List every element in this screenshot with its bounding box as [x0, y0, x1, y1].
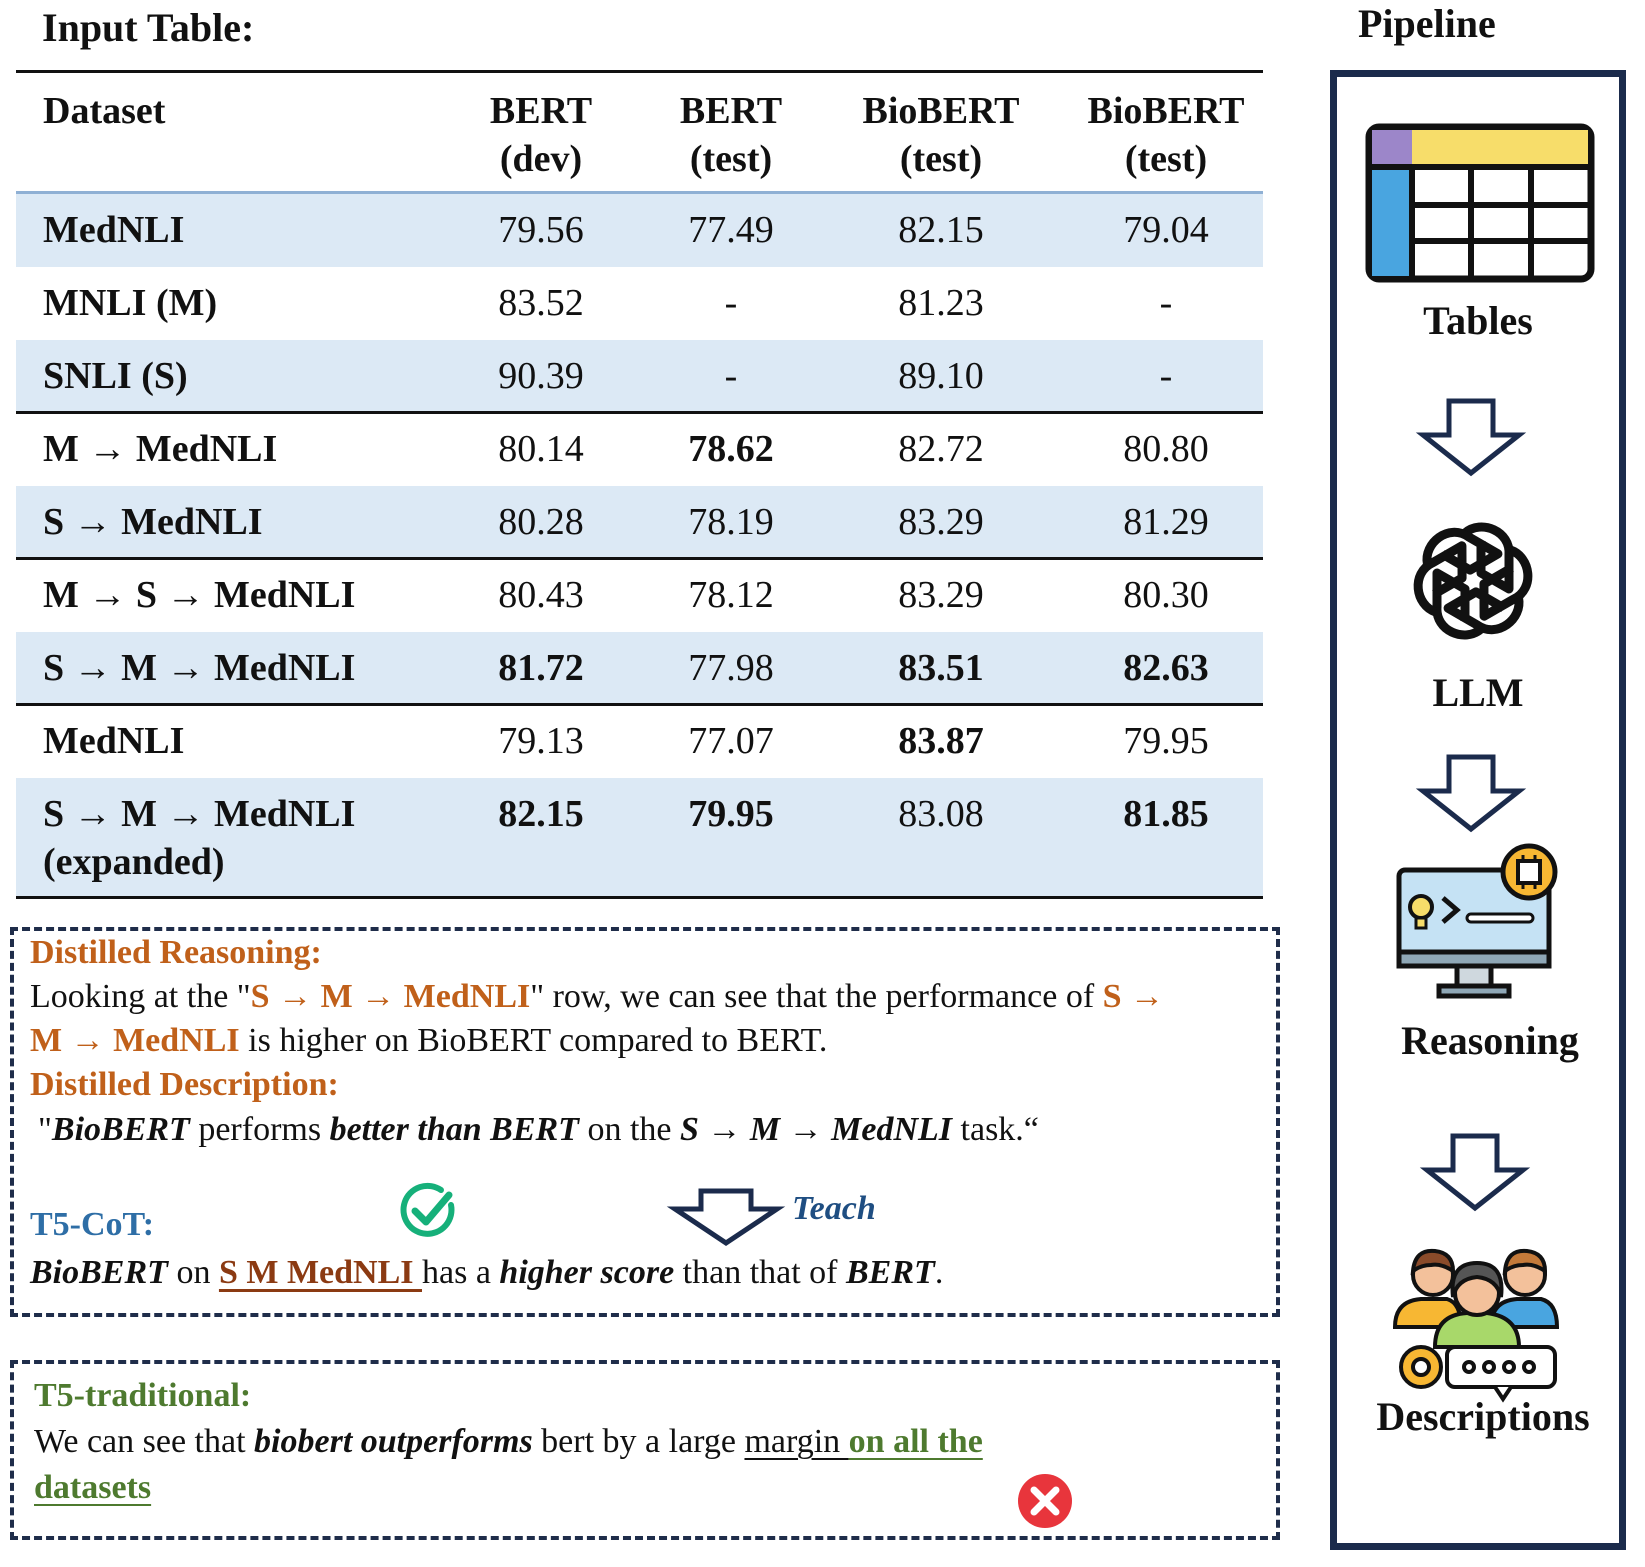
cell-value: 83.87	[898, 720, 984, 762]
cell-value: 80.14	[498, 428, 584, 470]
cell-value: 82.63	[1123, 647, 1209, 689]
step-descriptions: Descriptions	[1376, 1394, 1590, 1439]
pipeline-title: Pipeline	[1358, 1, 1496, 46]
cell-dataset: MNLI (M)	[43, 282, 218, 324]
cell-value: 83.29	[898, 574, 984, 616]
t5-traditional-title: T5-traditional:	[34, 1377, 252, 1414]
cell-value: -	[724, 355, 738, 397]
cell-value: 82.72	[898, 428, 984, 470]
traditional-box	[10, 1360, 1280, 1540]
reasoning-line-1: Looking at the "S → M → MedNLI" row, we can see that the performance of S →	[30, 978, 1165, 1015]
table-row	[16, 486, 1263, 559]
table-row	[16, 705, 1263, 778]
t5-cot-text: BioBERT on S M MedNLI has a higher score than that of BERT.	[30, 1254, 944, 1291]
cell-dataset: S → M → MedNLI (expanded)	[43, 793, 356, 883]
cell-value: -	[1159, 282, 1173, 324]
group-separator	[16, 703, 1263, 706]
group-separator	[16, 557, 1263, 560]
cell-value: 78.19	[688, 501, 774, 543]
cross-icon	[1016, 1472, 1074, 1530]
cell-dataset: S → MedNLI	[43, 501, 263, 543]
cell-value: 83.51	[898, 647, 984, 689]
cell-value: 79.95	[1123, 720, 1209, 762]
cell-value: 77.07	[688, 720, 774, 762]
table-row	[16, 413, 1263, 486]
cell-value: 82.15	[898, 209, 984, 251]
header-biobert-test-1: BioBERT (test)	[862, 90, 1020, 180]
cell-value: 81.85	[1123, 793, 1209, 835]
table-icon	[1365, 123, 1595, 283]
cell-dataset: S → M → MedNLI	[43, 647, 356, 689]
cell-value: 79.95	[688, 793, 774, 835]
table-row	[16, 267, 1263, 340]
description-text: "BioBERT performs better than BERT on the S → M → MedNLI task.“	[38, 1111, 1039, 1148]
step-llm: LLM	[1432, 670, 1524, 715]
teach-label: Teach	[792, 1190, 876, 1227]
table-row	[16, 632, 1263, 705]
cell-value: 78.12	[688, 574, 774, 616]
cell-value: 81.23	[898, 282, 984, 324]
cell-value: 83.29	[898, 501, 984, 543]
cell-value: 82.15	[498, 793, 584, 835]
step-tables: Tables	[1423, 298, 1533, 343]
cell-value: 79.13	[498, 720, 584, 762]
table-row	[16, 340, 1263, 413]
t5-cot-title: T5-CoT:	[30, 1206, 155, 1243]
cell-value: 77.49	[688, 209, 774, 251]
cell-dataset: MedNLI	[43, 720, 185, 762]
cell-value: -	[724, 282, 738, 324]
cell-dataset: MedNLI	[43, 209, 185, 251]
pipeline-panel	[1330, 70, 1626, 1550]
cell-value: 81.72	[498, 647, 584, 689]
cell-dataset: M → S → MedNLI	[43, 574, 356, 616]
down-arrow-icon-2	[1419, 753, 1523, 833]
down-arrow-icon-3	[1423, 1132, 1527, 1212]
cell-value: 78.62	[688, 428, 774, 470]
header-bert-dev: BERT (dev)	[489, 90, 593, 180]
table-header	[16, 73, 1263, 191]
cell-value: 80.30	[1123, 574, 1209, 616]
group-separator	[16, 411, 1263, 414]
distilled-box	[10, 927, 1280, 1317]
input-table-title: Input Table:	[42, 5, 255, 50]
cell-value: -	[1159, 355, 1173, 397]
cell-value: 80.28	[498, 501, 584, 543]
openai-llm-icon	[1405, 513, 1541, 649]
header-dataset: Dataset	[43, 90, 166, 132]
header-biobert-test-2: BioBERT (test)	[1087, 90, 1245, 180]
traditional-line-1: We can see that biobert outperforms bert by a large margin on all the	[34, 1423, 983, 1460]
cell-value: 83.52	[498, 282, 584, 324]
cell-value: 90.39	[498, 355, 584, 397]
cell-value: 79.04	[1123, 209, 1209, 251]
cell-value: 89.10	[898, 355, 984, 397]
check-icon	[399, 1181, 459, 1241]
distilled-description-title: Distilled Description:	[30, 1066, 339, 1103]
users-descriptions-icon	[1391, 1235, 1561, 1405]
cell-value: 81.29	[1123, 501, 1209, 543]
cell-value: 80.80	[1123, 428, 1209, 470]
cell-dataset: SNLI (S)	[43, 355, 188, 397]
table-bottom-rule	[16, 896, 1263, 899]
teach-arrow-icon	[671, 1187, 781, 1247]
reasoning-monitor-icon	[1395, 842, 1565, 1002]
cell-dataset: M → MedNLI	[43, 428, 278, 470]
cell-value: 80.43	[498, 574, 584, 616]
distilled-reasoning-title: Distilled Reasoning:	[30, 934, 322, 971]
table-row	[16, 194, 1263, 267]
cell-value: 83.08	[898, 793, 984, 835]
down-arrow-icon	[1419, 397, 1523, 477]
cell-value: 77.98	[688, 647, 774, 689]
cell-value: 79.56	[498, 209, 584, 251]
reasoning-line-2: M → MedNLI is higher on BioBERT compared to BERT.	[30, 1022, 828, 1059]
table-row	[16, 559, 1263, 632]
header-bert-test: BERT (test)	[679, 90, 783, 180]
step-reasoning: Reasoning	[1401, 1018, 1579, 1063]
traditional-line-2: datasets	[34, 1469, 152, 1506]
table-row	[16, 778, 1263, 896]
